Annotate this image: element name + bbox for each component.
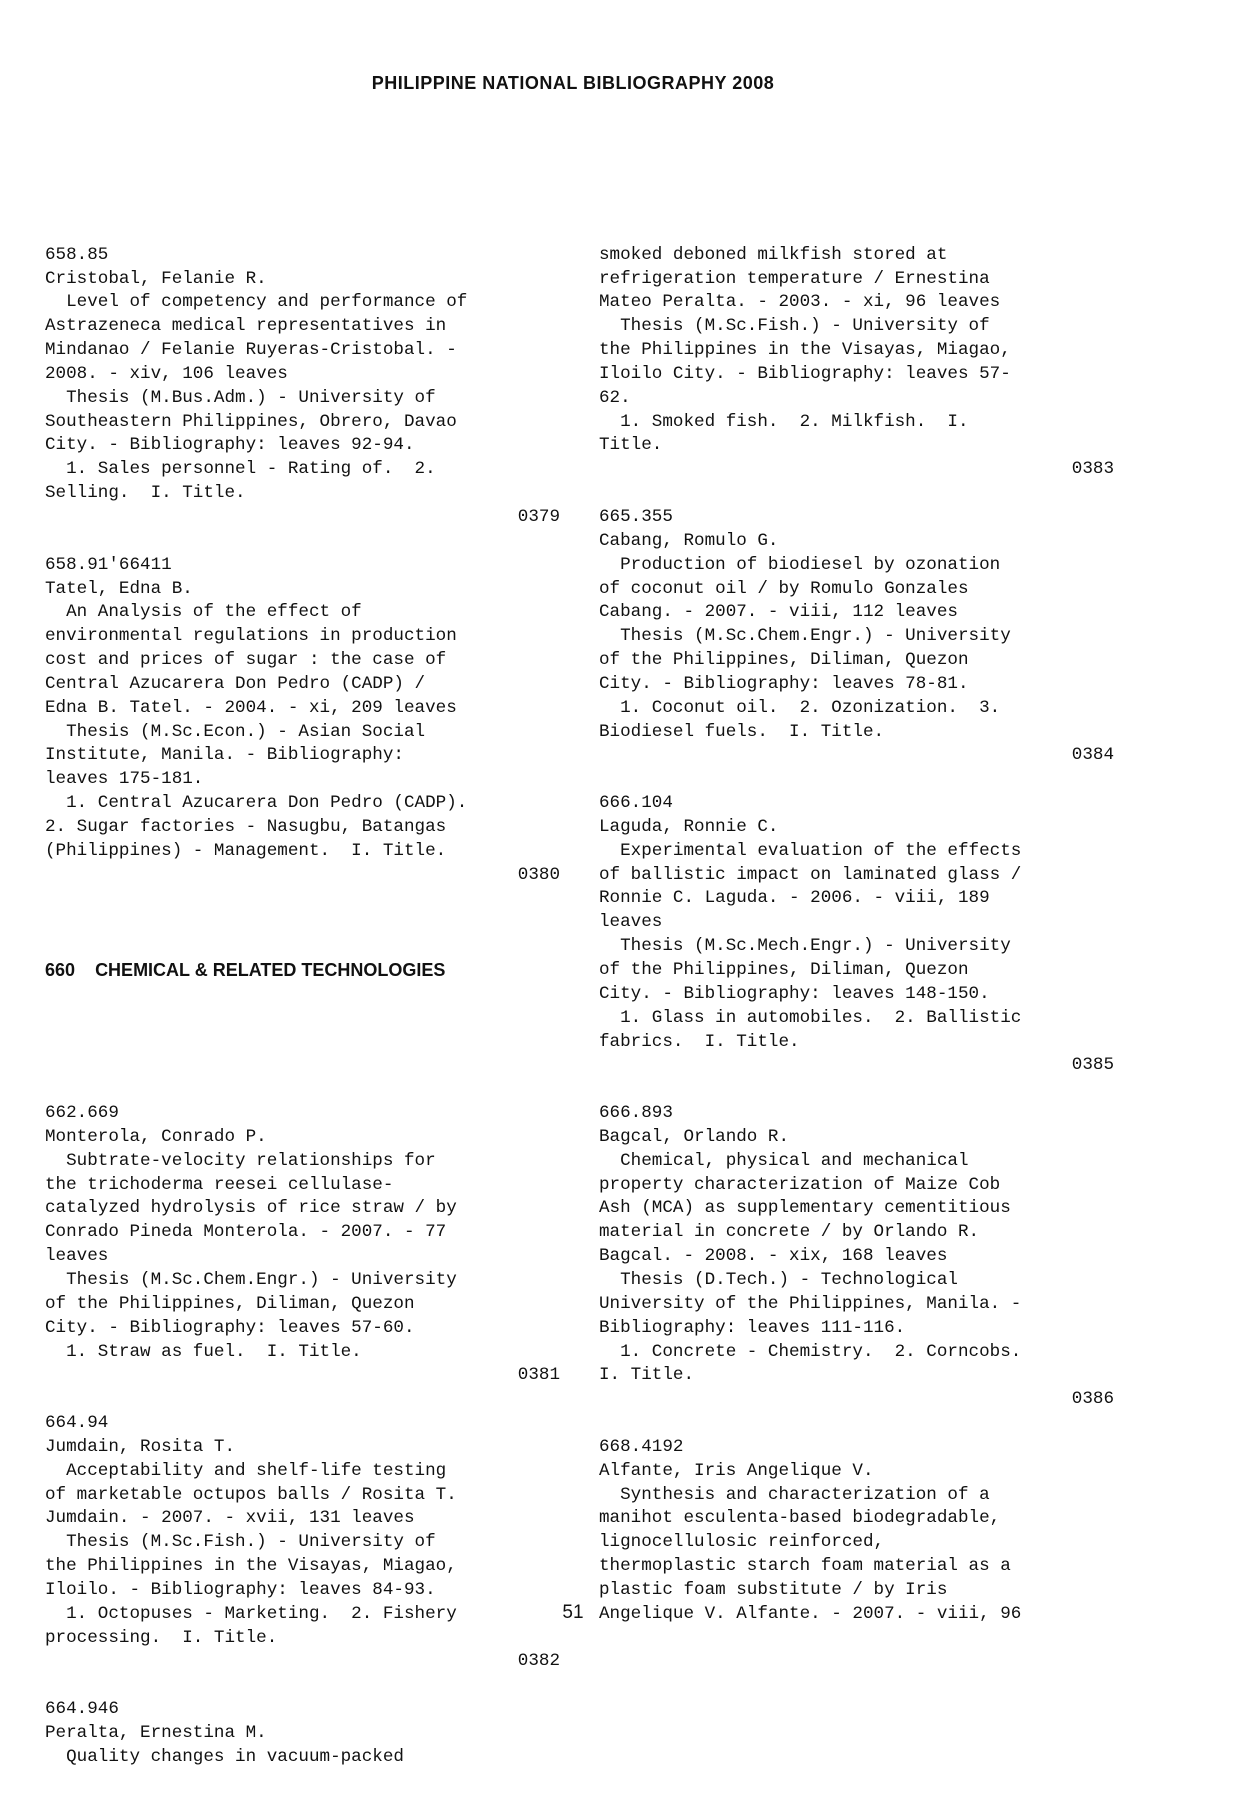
entry-line: Quality changes in vacuum-packed xyxy=(45,1746,404,1767)
entry-line: Bagcal. - 2008. - xix, 168 leaves xyxy=(599,1246,948,1267)
entry-line: 62. xyxy=(599,387,631,408)
entry-line: An Analysis of the effect of xyxy=(45,602,362,623)
entry-line: of ballistic impact on laminated glass / xyxy=(599,864,1022,885)
entry-line: City. - Bibliography: leaves 78-81. xyxy=(599,673,969,694)
entry-line: Mindanao / Felanie Ruyeras-Cristobal. - xyxy=(45,340,457,361)
call-number: 658.91'66411 xyxy=(45,554,172,575)
entry-line: 1. Glass in automobiles. 2. Ballistic xyxy=(599,1007,1022,1028)
left-column xyxy=(45,196,560,1794)
bibliography-entry xyxy=(45,1412,560,1698)
entry-line: Acceptability and shelf-life testing xyxy=(45,1460,447,1481)
entry-line: Biodiesel fuels. I. Title. xyxy=(599,721,885,742)
call-number: 666.104 xyxy=(599,793,673,814)
entry-line: the trichoderma reesei cellulase- xyxy=(45,1174,394,1195)
entry-line: fabrics. I. Title. xyxy=(599,1031,800,1052)
entry-number: 0385 xyxy=(1071,1055,1114,1076)
entry-line: of marketable octupos balls / Rosita T. xyxy=(45,1484,457,1505)
bibliography-entry xyxy=(599,506,1114,792)
entry-number: 0383 xyxy=(1071,459,1114,480)
right-column xyxy=(599,196,1114,1650)
call-number: 658.85 xyxy=(45,244,109,265)
bibliography-entry xyxy=(45,244,560,554)
entry-line: Iloilo. - Bibliography: leaves 84-93. xyxy=(45,1579,436,1600)
entry-line: of coconut oil / by Romulo Gonzales xyxy=(599,578,969,599)
call-number: smoked deboned milkfish stored at xyxy=(599,244,948,265)
entry-line: lignocellulosic reinforced, xyxy=(599,1532,885,1553)
call-number: 662.669 xyxy=(45,1103,119,1124)
entry-number: 0381 xyxy=(517,1365,560,1386)
entry-line: 1. Smoked fish. 2. Milkfish. I. xyxy=(599,411,969,432)
section-title: CHEMICAL & RELATED TECHNOLOGIES xyxy=(95,960,446,980)
entry-line: refrigeration temperature / Ernestina xyxy=(599,268,990,289)
entry-line: Thesis (M.Sc.Econ.) - Asian Social xyxy=(45,721,426,742)
entry-line: Astrazeneca medical representatives in xyxy=(45,316,447,337)
entry-line: property characterization of Maize Cob xyxy=(599,1174,1001,1195)
entry-line: Laguda, Ronnie C. xyxy=(599,816,779,837)
entry-line: environmental regulations in production xyxy=(45,626,457,647)
entry-line: (Philippines) - Management. I. Title. xyxy=(45,840,447,861)
entry-number: 0380 xyxy=(517,864,560,885)
entry-line: Jumdain, Rosita T. xyxy=(45,1436,236,1457)
entry-line: Ash (MCA) as supplementary cementitious xyxy=(599,1198,1011,1219)
entry-line: 1. Central Azucarera Don Pedro (CADP). xyxy=(45,793,468,814)
bibliography-entry xyxy=(45,1102,560,1412)
entry-line: University of the Philippines, Manila. - xyxy=(599,1293,1022,1314)
entry-line: plastic foam substitute / by Iris xyxy=(599,1579,948,1600)
entry-line: Chemical, physical and mechanical xyxy=(599,1150,969,1171)
entry-line: Conrado Pineda Monterola. - 2007. - 77 xyxy=(45,1222,447,1243)
entry-line: Bagcal, Orlando R. xyxy=(599,1126,790,1147)
entry-line: Institute, Manila. - Bibliography: xyxy=(45,745,404,766)
call-number: 666.893 xyxy=(599,1103,673,1124)
entry-line: Thesis (M.Sc.Chem.Engr.) - University xyxy=(599,626,1011,647)
entry-line: the Philippines in the Visayas, Miagao, xyxy=(599,340,1011,361)
running-head: PHILIPPINE NATIONAL BIBLIOGRAPHY 2008 xyxy=(371,73,775,93)
entry-line: Central Azucarera Don Pedro (CADP) / xyxy=(45,673,426,694)
entry-line: Cristobal, Felanie R. xyxy=(45,268,267,289)
call-number: 665.355 xyxy=(599,506,673,527)
entry-line: 1. Concrete - Chemistry. 2. Corncobs. xyxy=(599,1341,1022,1362)
entry-line: Monterola, Conrado P. xyxy=(45,1126,267,1147)
entry-number: 0384 xyxy=(1071,745,1114,766)
entry-line: leaves 175-181. xyxy=(45,769,204,790)
entry-line: Peralta, Ernestina M. xyxy=(45,1723,267,1743)
left-entries-after-section xyxy=(45,1102,560,1770)
entry-line: Thesis (M.Sc.Fish.) - University of xyxy=(599,316,990,337)
bibliography-entry xyxy=(599,792,1114,1102)
entry-line: the Philippines in the Visayas, Miagao, xyxy=(45,1556,457,1577)
bibliography-entry xyxy=(45,1698,560,1770)
entry-line: City. - Bibliography: leaves 92-94. xyxy=(45,435,415,456)
entry-line: Edna B. Tatel. - 2004. - xi, 209 leaves xyxy=(45,697,457,718)
entry-number: 0386 xyxy=(1071,1389,1114,1410)
entry-line: Thesis (M.Sc.Fish.) - University of xyxy=(45,1532,436,1553)
left-entries-before-section xyxy=(45,244,560,912)
entry-line: Level of competency and performance of xyxy=(45,292,468,313)
entry-line: Cabang. - 2007. - viii, 112 leaves xyxy=(599,602,958,623)
entry-line: 2. Sugar factories - Nasugbu, Batangas xyxy=(45,816,447,837)
entry-line: Cabang, Romulo G. xyxy=(599,530,779,551)
entry-line: 1. Coconut oil. 2. Ozonization. 3. xyxy=(599,697,1001,718)
entry-line: material in concrete / by Orlando R. xyxy=(599,1222,980,1243)
entry-line: Bibliography: leaves 111-116. xyxy=(599,1317,906,1338)
entry-line: of the Philippines, Diliman, Quezon xyxy=(45,1293,415,1314)
entry-line: Thesis (M.Sc.Chem.Engr.) - University xyxy=(45,1269,457,1290)
call-number: 664.946 xyxy=(45,1699,119,1720)
entry-line: thermoplastic starch foam material as a xyxy=(599,1556,1011,1577)
section-number: 660 xyxy=(45,960,76,980)
bibliography-entry xyxy=(599,1436,1114,1627)
section-heading xyxy=(45,959,560,983)
entry-line: Tatel, Edna B. xyxy=(45,578,193,599)
entry-line: Selling. I. Title. xyxy=(45,483,246,504)
entry-line: 1. Octopuses - Marketing. 2. Fishery xyxy=(45,1603,457,1624)
entry-line: Jumdain. - 2007. - xvii, 131 leaves xyxy=(45,1508,415,1529)
entry-line: Subtrate-velocity relationships for xyxy=(45,1150,436,1171)
bibliography-entry xyxy=(599,1102,1114,1436)
entry-line: Production of biodiesel by ozonation xyxy=(599,554,1001,575)
bibliography-entry xyxy=(45,554,560,912)
call-number: 664.94 xyxy=(45,1413,109,1434)
entry-line: City. - Bibliography: leaves 57-60. xyxy=(45,1317,415,1338)
entry-line: 1. Sales personnel - Rating of. 2. xyxy=(45,459,436,480)
entry-line: catalyzed hydrolysis of rice straw / by xyxy=(45,1198,457,1219)
entry-number: 0382 xyxy=(517,1651,560,1672)
bibliography-entry xyxy=(599,244,1114,506)
entry-line: Angelique V. Alfante. - 2007. - viii, 96 xyxy=(599,1603,1022,1624)
entry-line: leaves xyxy=(599,912,663,933)
entry-line: leaves xyxy=(45,1246,109,1267)
entry-line: Alfante, Iris Angelique V. xyxy=(599,1460,874,1481)
entry-number: 0379 xyxy=(517,506,560,527)
entry-line: Title. xyxy=(599,435,663,456)
right-entries xyxy=(599,244,1114,1627)
entry-line: Thesis (M.Bus.Adm.) - University of xyxy=(45,387,436,408)
entry-line: I. Title. xyxy=(599,1365,695,1386)
entry-line: Synthesis and characterization of a xyxy=(599,1484,990,1505)
entry-line: Experimental evaluation of the effects xyxy=(599,840,1022,861)
entry-line: Thesis (M.Sc.Mech.Engr.) - University xyxy=(599,936,1011,957)
entry-line: Iloilo City. - Bibliography: leaves 57- xyxy=(599,363,1011,384)
entry-line: Ronnie C. Laguda. - 2006. - viii, 189 xyxy=(599,888,990,909)
entry-line: Thesis (D.Tech.) - Technological xyxy=(599,1269,958,1290)
entry-line: processing. I. Title. xyxy=(45,1627,278,1648)
entry-line: of the Philippines, Diliman, Quezon xyxy=(599,960,969,980)
entry-line: 1. Straw as fuel. I. Title. xyxy=(45,1341,362,1362)
entry-line: Mateo Peralta. - 2003. - xi, 96 leaves xyxy=(599,292,1001,313)
page-number: 51 xyxy=(562,1602,584,1623)
entry-line: City. - Bibliography: leaves 148-150. xyxy=(599,983,990,1004)
entry-line: 2008. - xiv, 106 leaves xyxy=(45,363,288,384)
entry-line: Southeastern Philippines, Obrero, Davao xyxy=(45,411,457,432)
call-number: 668.4192 xyxy=(599,1436,684,1457)
entry-line: cost and prices of sugar : the case of xyxy=(45,650,447,671)
entry-line: of the Philippines, Diliman, Quezon xyxy=(599,650,969,671)
entry-line: manihot esculenta-based biodegradable, xyxy=(599,1508,1001,1529)
